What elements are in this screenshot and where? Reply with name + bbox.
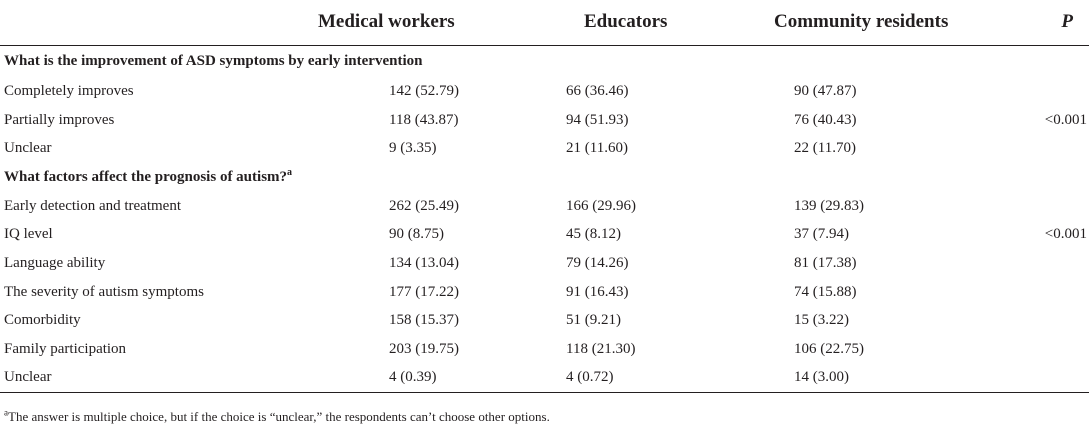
footnote-marker: a [287,166,293,178]
section-header-row [0,45,1089,77]
table-header-row [0,0,1089,45]
table-row [0,106,1089,135]
medical-workers-value: 262 (25.49) [389,197,459,214]
row-label: Unclear [4,369,52,386]
table-footnote [4,409,550,425]
table-row [0,249,1089,278]
educators-value: 21 (11.60) [566,140,628,157]
section-title: What factors affect the prognosis of autism?$^a$ [4,166,293,185]
community-residents-value: 90 (47.87) [794,82,857,99]
footnote-text: The answer is multiple choice, but if the choice is “unclear,” the respondents can’t choose other options. [8,409,550,424]
p-value-cell [950,335,1089,364]
row-label: Family participation [4,341,127,358]
p-value-cell: <0.001 [1044,226,1087,243]
medical-workers-value: 134 (13.04) [389,254,459,271]
section-header-row [0,163,1089,192]
medical-workers-value: 118 (43.87) [389,111,459,128]
table-row [0,307,1089,336]
table-row [0,335,1089,364]
header-medical-workers: Medical workers [318,11,455,33]
p-value-cell: <0.001 [1044,111,1087,128]
p-value-cell [950,192,1089,221]
row-label: Early detection and treatment [4,197,182,214]
community-residents-value: 22 (11.70) [794,140,856,157]
footnote-marker: a [4,407,8,418]
community-residents-value: 139 (29.83) [794,197,864,214]
medical-workers-value: 177 (17.22) [389,283,459,300]
medical-workers-value: 4 (0.39) [389,369,437,386]
medical-workers-value: 158 (15.37) [389,312,459,329]
educators-value: 45 (8.12) [566,226,621,243]
medical-workers-value: 9 (3.35) [389,140,437,157]
community-residents-value: 76 (40.43) [794,111,857,128]
table-row [0,220,1089,249]
educators-value: 94 (51.93) [566,111,629,128]
educators-value: 118 (21.30) [566,341,636,358]
p-value-cell [950,364,1089,393]
row-label: The severity of autism symptoms [4,283,204,300]
row-label: Comorbidity [4,312,81,329]
table-row [0,192,1089,221]
row-label: IQ level [4,226,53,243]
table-row [0,278,1089,307]
community-residents-value: 74 (15.88) [794,283,857,300]
table-row [0,364,1089,393]
educators-value: 79 (14.26) [566,254,629,271]
header-empty-cell [0,0,300,45]
header-community-residents: Community residents [774,11,949,33]
header-educators: Educators [584,11,668,33]
community-residents-value: 81 (17.38) [794,254,857,271]
row-label: Unclear [4,140,52,157]
community-residents-value: 14 (3.00) [794,369,849,386]
community-residents-value: 37 (7.94) [794,226,849,243]
header-p-value: P [1061,11,1073,33]
table-row [0,134,1089,163]
p-value-cell [950,307,1089,336]
educators-value: 91 (16.43) [566,283,629,300]
community-residents-value: 15 (3.22) [794,312,849,329]
educators-value: 51 (9.21) [566,312,621,329]
p-value-cell [950,77,1089,106]
medical-workers-value: 142 (52.79) [389,82,459,99]
section-title: What is the improvement of ASD symptoms by early intervention [4,52,423,69]
p-value-cell [950,249,1089,278]
community-residents-value: 106 (22.75) [794,341,864,358]
medical-workers-value: 90 (8.75) [389,226,444,243]
educators-value: 66 (36.46) [566,82,629,99]
table-row [0,77,1089,106]
row-label: Completely improves [4,82,134,99]
p-value-cell [950,134,1089,163]
row-label: Partially improves [4,111,115,128]
medical-workers-value: 203 (19.75) [389,341,459,358]
row-label: Language ability [4,254,106,271]
educators-value: 166 (29.96) [566,197,636,214]
educators-value: 4 (0.72) [566,369,614,386]
p-value-cell [950,278,1089,307]
